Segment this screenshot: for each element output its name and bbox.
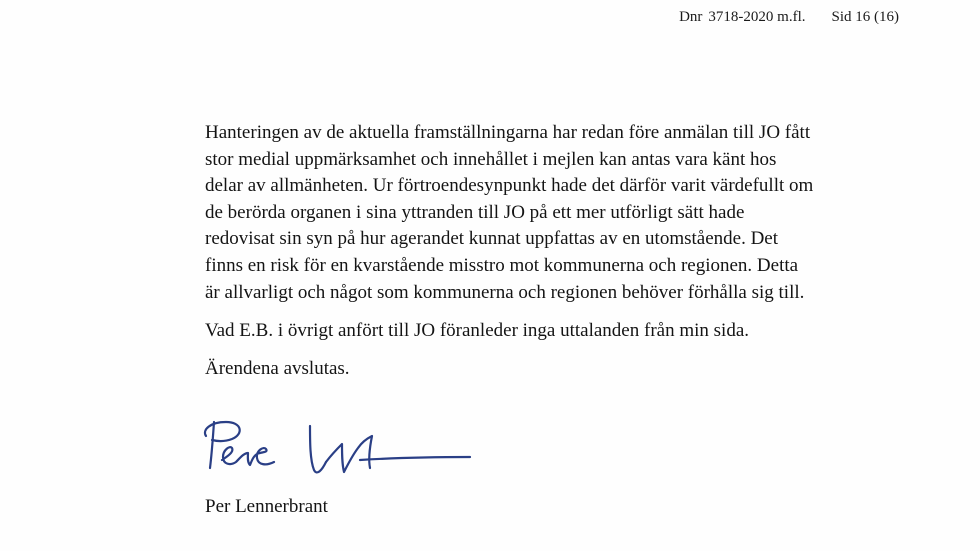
paragraph-line: är allvarligt och något som kommunerna och regionen behöver förhålla sig till. — [205, 281, 805, 303]
dnr-label: Dnr — [679, 9, 703, 25]
paragraph-line: stor medial uppmärksamhet och innehållet i mejlen kan antas vara känt hos — [205, 148, 777, 170]
signature-stroke — [222, 447, 274, 465]
paragraph-line: finns en risk för en kvarstående misstro mot kommunerna och regionen. Detta — [205, 254, 799, 276]
decision-body — [205, 120, 845, 394]
paragraph-3: Ärendena avslutas. — [205, 357, 350, 379]
handwritten-signature — [192, 408, 482, 488]
signature-stroke — [326, 436, 372, 472]
paragraph-line: redovisat sin syn på hur agerandet kunnat uppfattas av en utomstående. Det — [205, 228, 778, 250]
signature-stroke — [210, 422, 214, 468]
paragraph-line: Hanteringen av de aktuella framställningarna har redan före anmälan till JO fått — [205, 122, 811, 143]
paragraph-1 — [205, 120, 845, 306]
signer-name: Per Lennerbrant — [205, 496, 328, 517]
signature-stroke — [205, 422, 240, 441]
page-number: Sid 16 (16) — [831, 9, 899, 25]
paragraph-line: de berörda organen i sina yttranden till JO på ett mer utförligt sätt hade — [205, 201, 745, 223]
signature-stroke — [360, 457, 470, 460]
page-header — [679, 9, 899, 26]
paragraph-2: Vad E.B. i övrigt anfört till JO föranleder inga uttalanden från min sida. — [205, 319, 749, 341]
signature-stroke — [310, 426, 326, 472]
dnr-value: 3718-2020 m.fl. — [708, 9, 806, 25]
paragraph-line: delar av allmänheten. Ur förtroendesynpunkt hade det därför varit värdefullt om — [205, 175, 814, 197]
